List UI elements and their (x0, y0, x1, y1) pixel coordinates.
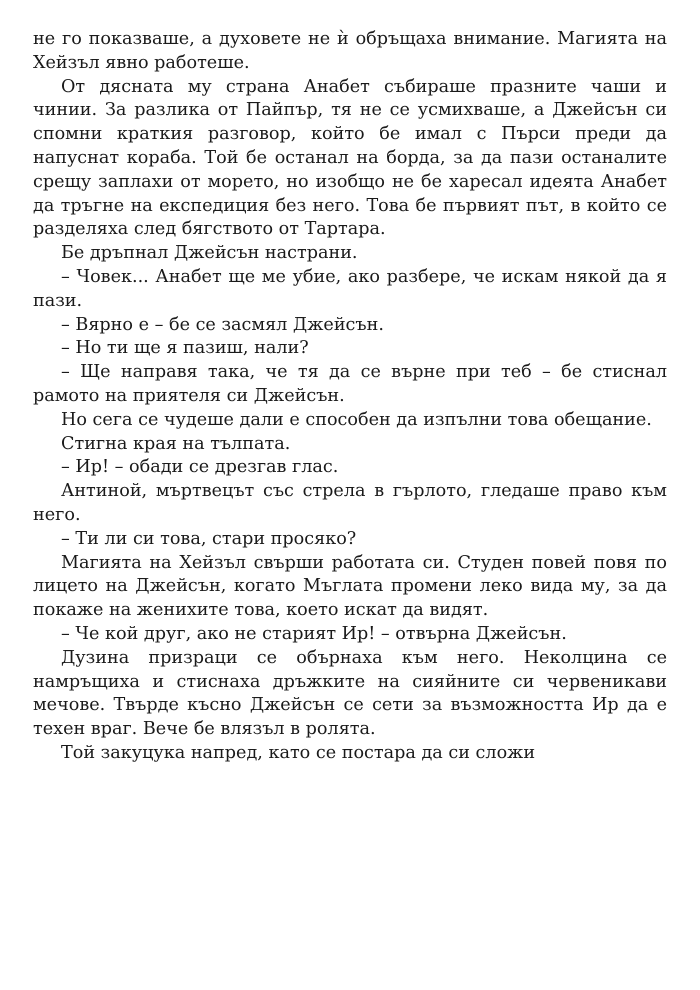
dialogue-line: – Ти ли си това, стари просяко? (61, 528, 357, 549)
dialogue-line: – Човек... Анабет ще ме убие, ако разбере, че искам някой да я пази. (33, 266, 667, 311)
paragraph-truncated: Той закуцука напред, като се постара да си сложи (61, 742, 536, 763)
paragraph: Бе дръпнал Джейсън настрани. (61, 243, 358, 264)
paragraph: Магията на Хейзъл свърши работата си. Студен повей повя по лицето на Джейсън, когато Мъглата промени леко вида му, за да покаже на женихите това, което искат да видят. (33, 552, 667, 621)
dialogue-line: – Вярно е – бе се засмял Джейсън. (61, 314, 384, 335)
paragraph-continuation: не го показваше, а духовете не ѝ обръщаха внимание. Магията на Хейзъл явно работеше. (33, 29, 667, 73)
dialogue-line: – Но ти ще я пазиш, нали? (61, 338, 309, 359)
paragraph: Стигна края на тълпата. (61, 433, 291, 454)
dialogue-line: – Ир! – обади се дрезгав глас. (61, 457, 339, 478)
dialogue-line: – Ще направя така, че тя да се върне при теб – бе стиснал рамото на приятеля си Джейсън. (33, 362, 667, 406)
paragraph: Но сега се чудеше дали е способен да изпълни това обещание. (61, 409, 652, 430)
paragraph: От дясната му страна Анабет събираше празните чаши и чинии. За разлика от Пайпър, тя не се усмихваше, а Джейсън си спомни краткия разговор, който бе имал с Пърси преди да напуснат кораба. Той бе останал на борда, за да пази останалите срещу заплахи от морето, но изобщо не бе харесал идеята Анабет да тръгне на експедиция без него. Това бе първият път, в който се разделяха след бягството от Тартара. (33, 76, 667, 240)
paragraph: Антиной, мъртвецът със стрела в гърлото, гледаше право към него. (33, 481, 667, 525)
page-body (33, 28, 667, 766)
dialogue-line: – Че кой друг, ако не старият Ир! – отвърна Джейсън. (61, 623, 567, 644)
paragraph: Дузина призраци се обърнаха към него. Неколцина се намръщиха и стиснаха дръжките на сияйните си червеникави мечове. Твърде късно Джейсън се сети за възможността Ир да е техен враг. Вече бе влязъл в ролята. (33, 647, 667, 740)
